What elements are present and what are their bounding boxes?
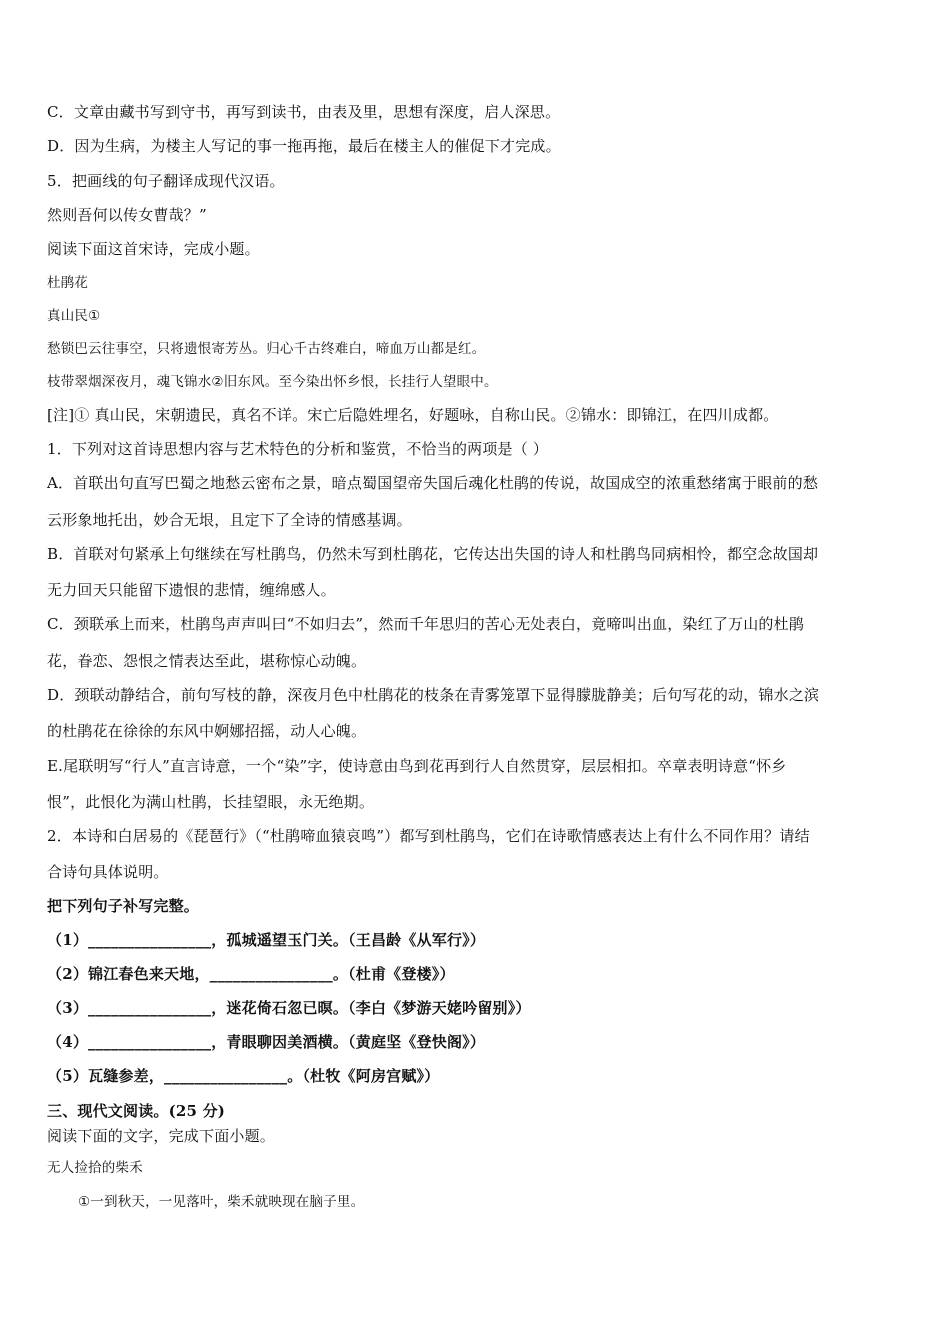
poem-note: [注]① 真山民，宋朝遗民，真名不详。宋亡后隐姓埋名，好题咏，自称山民。②锦水：即锦江，在四川成都。 (47, 406, 779, 424)
article-title: 无人捡拾的柴禾 (47, 1160, 143, 1176)
option-c-line-2: 花，眷恋、怨恨之情表达至此，堪称惊心动魄。 (47, 652, 367, 670)
question-5: 5．把画线的句子翻译成现代汉语。 (47, 172, 285, 190)
option-d-line-2: 的杜鹃花在徐徐的东风中婀娜招摇，动人心魄。 (47, 722, 367, 740)
option-e-line-1: E.尾联明写“行人”直言诗意，一个“染”字，使诗意由鸟到花再到行人自然贯穿，层层相扣。卒章表明诗意“怀乡 (47, 757, 787, 775)
option-c-line-1: C．颈联承上而来，杜鹃鸟声声叫曰“不如归去”，然而千年思归的苦心无处表白，竟啼叫出血，染红了万山的杜鹃 (47, 615, 805, 633)
fill-in-item-3: （3）________________，迷花倚石忽已暝。（李白《梦游天姥吟留别》） (47, 999, 531, 1017)
option-b-line-2: 无力回天只能留下遗恨的悲情，缠绵感人。 (47, 581, 336, 599)
option-a-line-1: A．首联出句直写巴蜀之地愁云密布之景，暗点蜀国望帝失国后魂化杜鹃的传说，故国成空的浓重愁绪寓于眼前的愁 (47, 474, 819, 492)
question-2-line-1: 2．本诗和白居易的《琵琶行》（“杜鹃啼血猿哀鸣”）都写到杜鹃鸟，它们在诗歌情感表达上有什么不同作用？请结 (47, 827, 810, 845)
fill-in-item-2: （2）锦江春色来天地，________________。（杜甫《登楼》） (47, 965, 455, 983)
poem-line-2: 枝带翠烟深夜月，魂飞锦水②旧东风。至今染出怀乡恨，长挂行人望眼中。 (47, 374, 498, 390)
reading-instruction: 阅读下面的文字，完成下面小题。 (47, 1127, 276, 1145)
fill-in-item-1: （1）________________，孤城遥望玉门关。（王昌龄《从军行》） (47, 931, 486, 949)
question-1: 1．下列对这首诗思想内容与艺术特色的分析和鉴赏，不恰当的两项是（ ） (47, 440, 549, 458)
poem-author: 真山民① (47, 308, 101, 324)
option-d-line-1: D．颈联动静结合，前句写枝的静，深夜月色中杜鹃花的枝条在青雾笼罩下显得朦胧静美；后句写花的动，锦水之滨 (47, 686, 820, 704)
question-2-line-2: 合诗句具体说明。 (47, 863, 169, 881)
option-b-line-1: B．首联对句紧承上句继续在写杜鹃鸟，仍然未写到杜鹃花，它传达出失国的诗人和杜鹃鸟同病相怜，都空念故国却 (47, 545, 819, 563)
poem-instruction: 阅读下面这首宋诗，完成小题。 (47, 240, 260, 258)
fill-in-item-5: （5）瓦缝参差，________________。（杜牧《阿房宫赋》） (47, 1067, 440, 1085)
option-d-prev: D．因为生病，为楼主人写记的事一拖再拖，最后在楼主人的催促下才完成。 (47, 137, 561, 155)
option-a-line-2: 云形象地托出，妙合无垠，且定下了全诗的情感基调。 (47, 511, 412, 529)
article-paragraph-1: ①一到秋天，一见落叶，柴禾就映现在脑子里。 (78, 1194, 365, 1210)
poem-line-1: 愁锁巴云往事空，只将遗恨寄芳丛。归心千古终难白，啼血万山都是红。 (47, 341, 486, 357)
option-e-line-2: 恨”，此恨化为满山杜鹃，长挂望眼，永无绝期。 (47, 793, 375, 811)
fill-in-item-4: （4）________________，青眼聊因美酒横。（黄庭坚《登快阁》） (47, 1033, 486, 1051)
question-5-sentence: 然则吾何以传女曹哉？” (47, 206, 207, 224)
option-c-prev: C．文章由藏书写到守书，再写到读书，由表及里，思想有深度，启人深思。 (47, 103, 561, 121)
section-3-heading: 三、现代文阅读。(25 分) (47, 1102, 226, 1120)
fill-in-heading: 把下列句子补写完整。 (47, 897, 200, 915)
poem-title: 杜鹃花 (47, 275, 89, 291)
